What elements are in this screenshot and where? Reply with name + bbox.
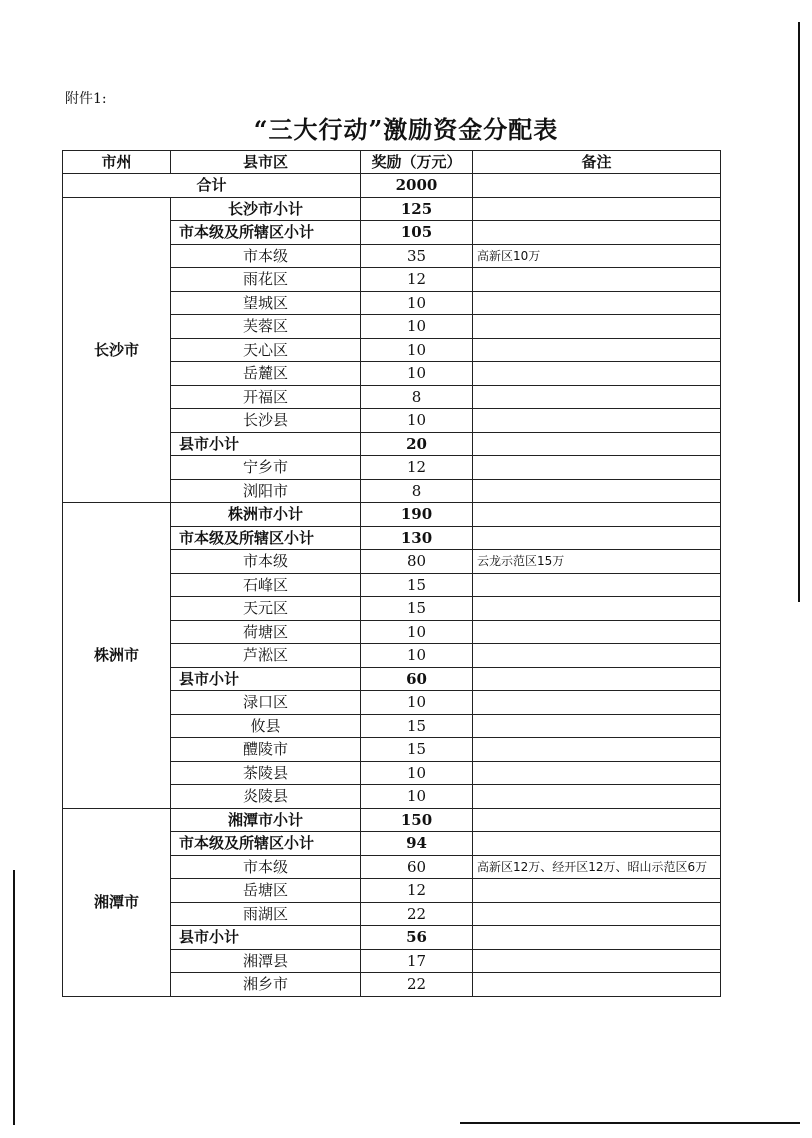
table-row [63,197,721,221]
reward-cell: 10 [361,691,473,715]
reward-cell: 12 [361,456,473,480]
county-cell: 县市小计 [171,667,361,691]
reward-cell: 56 [361,926,473,950]
reward-cell: 17 [361,949,473,973]
total-note [473,174,721,198]
note-cell [473,197,721,221]
table-row [63,503,721,527]
reward-cell: 10 [361,315,473,339]
county-cell: 芦淞区 [171,644,361,668]
header-county: 县市区 [171,151,361,174]
reward-cell: 10 [361,291,473,315]
reward-cell: 12 [361,879,473,903]
table-row [63,808,721,832]
county-cell: 天元区 [171,597,361,621]
note-cell [473,973,721,997]
allocation-table [62,150,721,997]
reward-cell: 150 [361,808,473,832]
reward-cell: 10 [361,362,473,386]
note-cell [473,808,721,832]
note-cell [473,479,721,503]
note-cell [473,409,721,433]
header-reward: 奖励（万元） [361,151,473,174]
county-cell: 茶陵县 [171,761,361,785]
city-name-cell: 长沙市 [63,197,171,503]
county-cell: 长沙县 [171,409,361,433]
total-label: 合计 [63,174,361,198]
county-cell: 开福区 [171,385,361,409]
note-cell: 高新区12万、经开区12万、昭山示范区6万 [473,855,721,879]
reward-cell: 35 [361,244,473,268]
reward-cell: 10 [361,761,473,785]
scan-edge-bottom [460,1122,800,1124]
reward-cell: 15 [361,714,473,738]
reward-cell: 10 [361,409,473,433]
scan-edge-right [798,22,800,602]
reward-cell: 22 [361,973,473,997]
county-cell: 渌口区 [171,691,361,715]
county-cell: 岳塘区 [171,879,361,903]
note-cell [473,503,721,527]
county-cell: 市本级及所辖区小计 [171,832,361,856]
note-cell [473,315,721,339]
county-cell: 县市小计 [171,432,361,456]
reward-cell: 12 [361,268,473,292]
county-cell: 石峰区 [171,573,361,597]
county-cell: 荷塘区 [171,620,361,644]
note-cell [473,902,721,926]
note-cell [473,738,721,762]
reward-cell: 15 [361,597,473,621]
county-cell: 宁乡市 [171,456,361,480]
note-cell [473,667,721,691]
county-cell: 市本级及所辖区小计 [171,221,361,245]
reward-cell: 22 [361,902,473,926]
table-header-row [63,151,721,174]
note-cell [473,456,721,480]
note-cell [473,268,721,292]
county-cell: 县市小计 [171,926,361,950]
note-cell [473,432,721,456]
county-cell: 望城区 [171,291,361,315]
header-notes: 备注 [473,151,721,174]
reward-cell: 8 [361,479,473,503]
reward-cell: 94 [361,832,473,856]
county-cell: 雨花区 [171,268,361,292]
county-cell: 湘潭市小计 [171,808,361,832]
reward-cell: 20 [361,432,473,456]
note-cell [473,926,721,950]
document-title: “三大行动”激励资金分配表 [253,115,559,144]
county-cell: 炎陵县 [171,785,361,809]
attachment-label: 附件1: [65,91,107,107]
note-cell [473,691,721,715]
reward-cell: 10 [361,785,473,809]
note-cell: 高新区10万 [473,244,721,268]
reward-cell: 10 [361,644,473,668]
note-cell [473,620,721,644]
reward-cell: 60 [361,855,473,879]
reward-cell: 190 [361,503,473,527]
note-cell [473,291,721,315]
reward-cell: 15 [361,738,473,762]
note-cell [473,385,721,409]
county-cell: 湘潭县 [171,949,361,973]
city-name-cell: 株洲市 [63,503,171,809]
note-cell [473,526,721,550]
county-cell: 市本级 [171,855,361,879]
note-cell [473,761,721,785]
county-cell: 雨湖区 [171,902,361,926]
county-cell: 株洲市小计 [171,503,361,527]
reward-cell: 10 [361,338,473,362]
note-cell [473,832,721,856]
reward-cell: 60 [361,667,473,691]
county-cell: 市本级 [171,244,361,268]
note-cell [473,221,721,245]
total-row [63,174,721,198]
total-value: 2000 [361,174,473,198]
table-body [63,174,721,997]
note-cell [473,949,721,973]
reward-cell: 125 [361,197,473,221]
county-cell: 市本级及所辖区小计 [171,526,361,550]
scan-edge-left [13,870,15,1125]
reward-cell: 8 [361,385,473,409]
note-cell [473,785,721,809]
reward-cell: 105 [361,221,473,245]
note-cell [473,362,721,386]
county-cell: 浏阳市 [171,479,361,503]
county-cell: 醴陵市 [171,738,361,762]
note-cell [473,714,721,738]
county-cell: 攸县 [171,714,361,738]
county-cell: 湘乡市 [171,973,361,997]
note-cell: 云龙示范区15万 [473,550,721,574]
note-cell [473,573,721,597]
county-cell: 芙蓉区 [171,315,361,339]
reward-cell: 80 [361,550,473,574]
reward-cell: 130 [361,526,473,550]
note-cell [473,644,721,668]
header-city: 市州 [63,151,171,174]
county-cell: 天心区 [171,338,361,362]
note-cell [473,597,721,621]
reward-cell: 10 [361,620,473,644]
note-cell [473,879,721,903]
note-cell [473,338,721,362]
reward-cell: 15 [361,573,473,597]
city-name-cell: 湘潭市 [63,808,171,996]
county-cell: 岳麓区 [171,362,361,386]
county-cell: 长沙市小计 [171,197,361,221]
county-cell: 市本级 [171,550,361,574]
